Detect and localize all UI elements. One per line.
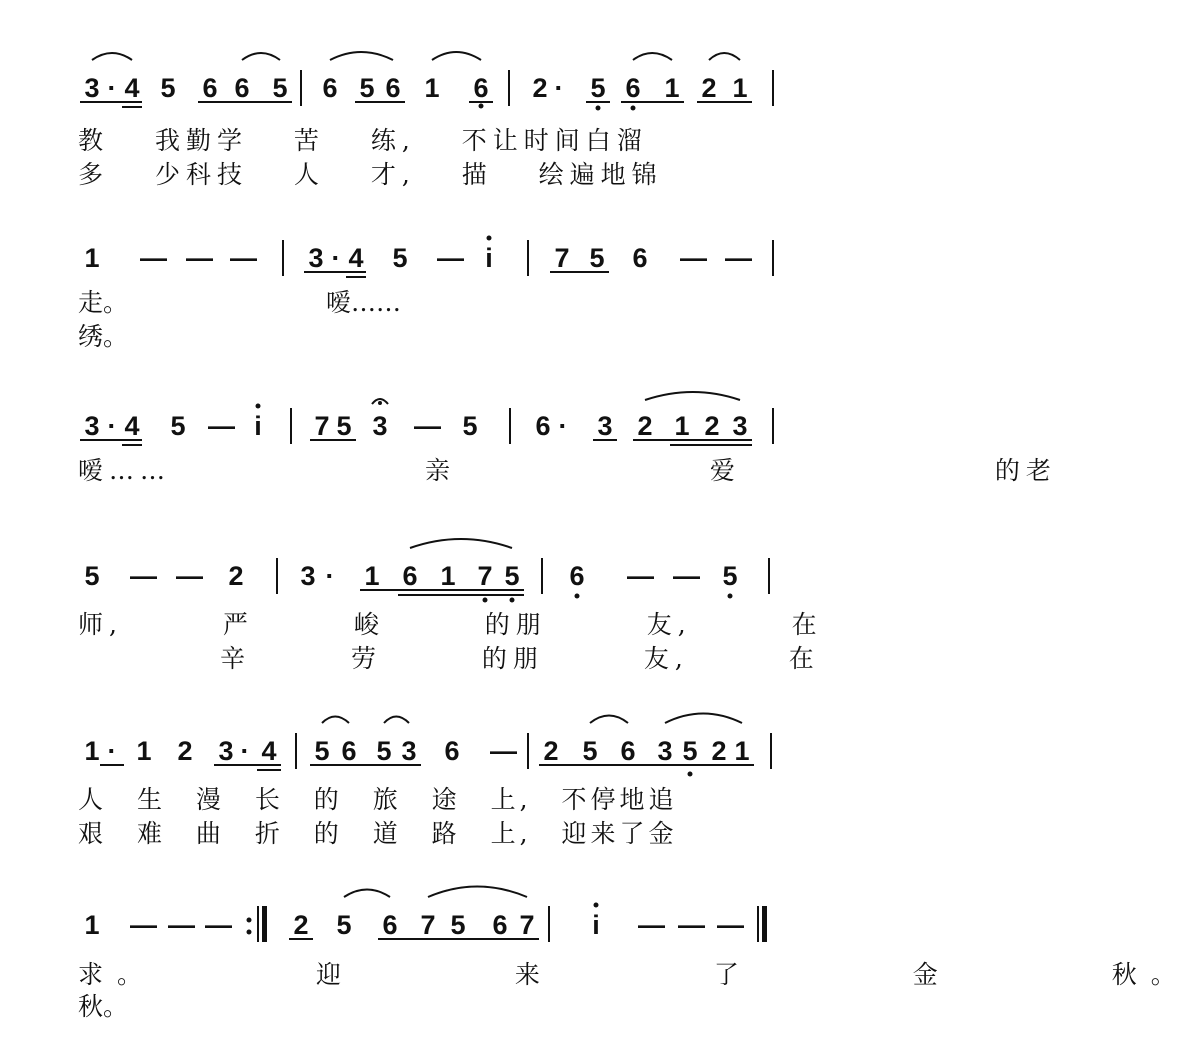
note: —	[130, 910, 157, 940]
note: ·	[558, 411, 568, 441]
note: 6	[492, 910, 508, 940]
note: 5	[84, 561, 100, 591]
slur	[242, 53, 280, 60]
repeat-dot	[247, 930, 252, 935]
note: ·	[240, 736, 250, 766]
note: —	[168, 910, 195, 940]
note: —	[490, 736, 517, 766]
slur	[428, 887, 527, 898]
note: —	[140, 243, 167, 273]
repeat-dot	[247, 918, 252, 923]
note: 6	[473, 73, 489, 103]
slur	[665, 714, 742, 724]
note: 1	[136, 736, 152, 766]
note: 6	[569, 561, 585, 591]
note: 3	[372, 411, 388, 441]
note: 3	[84, 73, 100, 103]
note: 7	[420, 910, 436, 940]
note: 6	[341, 736, 357, 766]
octave-dot	[256, 404, 261, 409]
octave-dot	[510, 598, 515, 603]
note: 5	[722, 561, 738, 591]
note: 2	[711, 736, 727, 766]
note: 2	[704, 411, 720, 441]
slur	[709, 53, 740, 60]
note: —	[208, 411, 235, 441]
note: 5	[582, 736, 598, 766]
note: 1	[674, 411, 690, 441]
note: 5	[450, 910, 466, 940]
note: 1	[732, 73, 748, 103]
note: —	[186, 243, 213, 273]
note: i	[592, 910, 600, 940]
note: 5	[392, 243, 408, 273]
note: —	[680, 243, 707, 273]
note: 5	[272, 73, 288, 103]
slur	[432, 52, 481, 60]
note: 5	[590, 73, 606, 103]
note: 6	[625, 73, 641, 103]
note: 1	[364, 561, 380, 591]
note: 2	[293, 910, 309, 940]
slur	[330, 52, 393, 60]
note: 4	[261, 736, 277, 766]
note: 1	[424, 73, 440, 103]
octave-dot	[575, 594, 580, 599]
lyric-line: 教 我勤学 苦 练, 不让时间白溜	[78, 126, 648, 155]
repeat-barline	[262, 906, 267, 942]
note: 1	[84, 736, 100, 766]
note: i	[254, 411, 262, 441]
note: 3	[401, 736, 417, 766]
note: ·	[107, 736, 117, 766]
note: 4	[124, 73, 140, 103]
slur	[645, 392, 740, 400]
note: 3	[657, 736, 673, 766]
note: —	[205, 910, 232, 940]
note: ·	[331, 243, 341, 273]
note: 5	[589, 243, 605, 273]
note: 2	[701, 73, 717, 103]
note: —	[437, 243, 464, 273]
note: 2	[543, 736, 559, 766]
slur	[322, 717, 349, 724]
note: —	[414, 411, 441, 441]
note: 1	[440, 561, 456, 591]
slur	[92, 53, 132, 60]
note: 5	[359, 73, 375, 103]
note: 1	[664, 73, 680, 103]
note: 6	[234, 73, 250, 103]
final-barline	[762, 906, 767, 942]
note: 3	[300, 561, 316, 591]
note: 4	[124, 411, 140, 441]
note: 7	[314, 411, 330, 441]
slur	[344, 890, 390, 898]
note: 1	[734, 736, 750, 766]
fermata-dot	[378, 401, 382, 405]
note: 7	[554, 243, 570, 273]
lyric-line: 人 生 漫 长 的 旅 途 上, 不停地追	[78, 785, 678, 814]
note: —	[230, 243, 257, 273]
note: 6	[202, 73, 218, 103]
note: 5	[504, 561, 520, 591]
lyric-line: 绣。	[78, 322, 129, 351]
note: 6	[322, 73, 338, 103]
octave-dot	[728, 594, 733, 599]
note: —	[678, 910, 705, 940]
lyric-line: 求。 迎 来 了 金 秋。	[78, 960, 1190, 989]
lyric-line: 秋。	[78, 992, 129, 1021]
slur	[590, 716, 628, 724]
note: 5	[170, 411, 186, 441]
note: 5	[462, 411, 478, 441]
lyric-line: 师, 严 峻 的朋 友, 在	[78, 610, 823, 639]
note: 3	[308, 243, 324, 273]
note: —	[673, 561, 700, 591]
note: 6	[620, 736, 636, 766]
note: 1	[84, 910, 100, 940]
note: —	[176, 561, 203, 591]
lyric-line: 多 少科技 人 才, 描 绘遍地锦	[78, 160, 663, 189]
octave-dot	[483, 598, 488, 603]
final-barline	[757, 906, 759, 942]
note: 7	[519, 910, 535, 940]
note: 5	[336, 910, 352, 940]
note: 3	[84, 411, 100, 441]
slur	[633, 53, 672, 60]
slur	[410, 539, 512, 548]
note: —	[717, 910, 744, 940]
note: 3	[732, 411, 748, 441]
note: 6	[632, 243, 648, 273]
note: 6	[385, 73, 401, 103]
note: —	[638, 910, 665, 940]
octave-dot	[631, 106, 636, 111]
note: 3	[218, 736, 234, 766]
note: 4	[348, 243, 364, 273]
slur	[384, 717, 409, 724]
note: ·	[107, 411, 117, 441]
lyric-line: 走。 嗳……	[78, 288, 401, 317]
note: i	[485, 243, 493, 273]
lyric-line: 艰 难 曲 折 的 道 路 上, 迎来了金	[78, 819, 678, 848]
note: ·	[107, 73, 117, 103]
octave-dot	[688, 772, 693, 777]
note: 2	[177, 736, 193, 766]
octave-dot	[479, 104, 484, 109]
note: 6	[535, 411, 551, 441]
note: 2	[532, 73, 548, 103]
lyric-line: 辛 劳 的朋 友, 在	[220, 644, 820, 673]
note: 1	[84, 243, 100, 273]
note: 5	[336, 411, 352, 441]
octave-dot	[596, 106, 601, 111]
note: 6	[382, 910, 398, 940]
note: 5	[160, 73, 176, 103]
note: 5	[376, 736, 392, 766]
note: 3	[597, 411, 613, 441]
note: 7	[477, 561, 493, 591]
note: 2	[228, 561, 244, 591]
note: —	[130, 561, 157, 591]
octave-dot	[487, 236, 492, 241]
repeat-barline	[257, 906, 259, 942]
note: 2	[637, 411, 653, 441]
note: ·	[325, 561, 335, 591]
note: ·	[554, 73, 564, 103]
octave-dot	[594, 903, 599, 908]
note: —	[627, 561, 654, 591]
note: —	[725, 243, 752, 273]
note: 5	[682, 736, 698, 766]
note: 6	[444, 736, 460, 766]
note: 6	[402, 561, 418, 591]
note: 5	[314, 736, 330, 766]
lyric-line: 嗳…… 亲 爱 的老	[78, 456, 1057, 485]
